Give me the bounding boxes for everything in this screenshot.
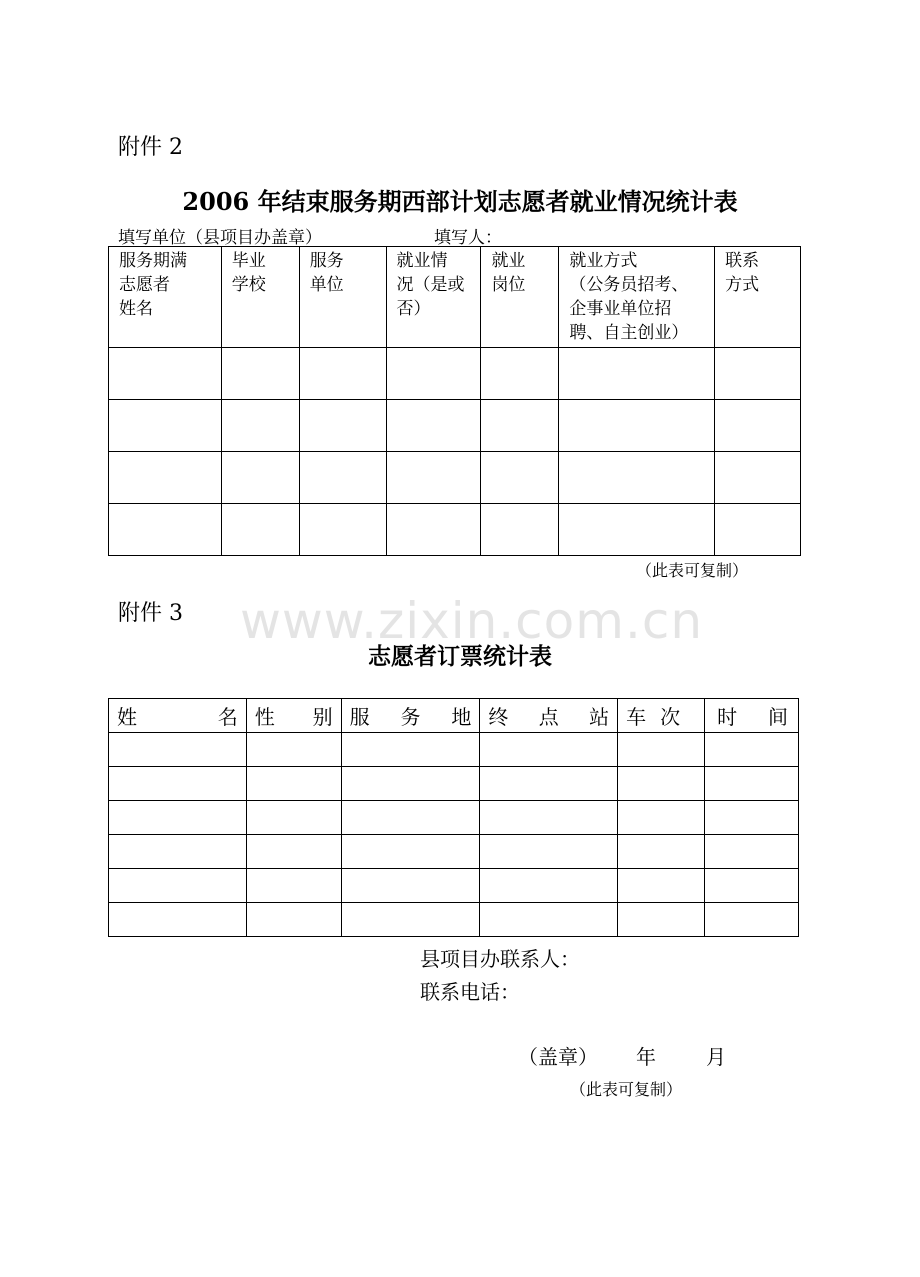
table-cell	[618, 835, 705, 869]
header-char: 点	[538, 705, 559, 729]
table-cell	[480, 733, 618, 767]
seal-label: （盖章）	[518, 1045, 598, 1069]
table-cell	[341, 869, 480, 903]
header-char: 性	[254, 705, 275, 729]
watermark: www.zixin.com.cn	[240, 592, 704, 650]
table-cell	[386, 504, 481, 556]
header-cell	[559, 247, 715, 348]
table-cell	[559, 400, 715, 452]
month-label: 月	[706, 1045, 726, 1069]
table-row	[109, 452, 801, 504]
header-line: 单位	[309, 275, 344, 295]
table-cell	[299, 504, 386, 556]
table-cell	[715, 452, 801, 504]
header-cell	[221, 247, 299, 348]
header-cell	[341, 699, 480, 733]
table-cell	[618, 733, 705, 767]
table-cell	[481, 504, 559, 556]
header-line: 联系	[725, 251, 760, 271]
table-cell	[481, 348, 559, 400]
attachment-3-label: 附件 3	[118, 601, 183, 626]
table-cell	[109, 801, 247, 835]
header-char: 务	[400, 705, 421, 729]
table-cell	[618, 801, 705, 835]
header-line: （公务员招考、	[569, 275, 689, 295]
table-cell	[715, 348, 801, 400]
table-cell	[705, 767, 799, 801]
table-cell	[480, 869, 618, 903]
contact-person-label: 县项目办联系人：	[420, 947, 580, 971]
header-cell	[386, 247, 481, 348]
header-cell	[480, 699, 618, 733]
table-cell	[559, 348, 715, 400]
contact-phone-label: 联系电话：	[420, 980, 520, 1004]
header-char: 车	[626, 705, 647, 729]
table-cell	[481, 400, 559, 452]
year-label: 年	[636, 1045, 656, 1069]
table-cell	[341, 801, 480, 835]
table-cell	[221, 400, 299, 452]
table-cell	[618, 869, 705, 903]
table-cell	[480, 767, 618, 801]
table-row	[109, 504, 801, 556]
header-line: 岗位	[491, 275, 526, 295]
ticket-table	[108, 698, 799, 937]
table-row	[109, 400, 801, 452]
table-cell	[618, 767, 705, 801]
header-cell	[109, 247, 222, 348]
table-header-row	[109, 247, 801, 348]
table-cell	[480, 801, 618, 835]
table-cell	[246, 869, 341, 903]
header-char: 姓	[117, 705, 137, 729]
table-cell	[221, 348, 299, 400]
header-line: 毕业	[231, 251, 266, 271]
header-char: 站	[589, 705, 610, 729]
table-cell	[559, 452, 715, 504]
table-cell	[109, 504, 222, 556]
header-char: 服	[349, 705, 370, 729]
header-cell	[246, 699, 341, 733]
header-char: 名	[217, 705, 238, 729]
table-cell	[480, 835, 618, 869]
header-line: 就业	[491, 251, 526, 271]
header-cell	[481, 247, 559, 348]
header-line: 况（是或	[396, 275, 465, 295]
copy-note-1: （此表可复制）	[636, 561, 749, 580]
header-char: 间	[768, 705, 788, 729]
header-line: 姓名	[119, 299, 153, 319]
header-cell	[618, 699, 705, 733]
table-cell	[705, 903, 799, 937]
table-row	[109, 767, 799, 801]
table-cell	[109, 400, 222, 452]
header-char: 次	[660, 705, 681, 729]
table-cell	[386, 348, 481, 400]
header-char: 时	[717, 705, 738, 729]
table-cell	[246, 767, 341, 801]
table-cell	[109, 767, 247, 801]
table-cell	[715, 504, 801, 556]
header-line: 服务期满	[119, 251, 187, 271]
table-cell	[246, 903, 341, 937]
fill-unit-label: 填写单位（县项目办盖章）	[118, 228, 322, 248]
table-cell	[386, 400, 481, 452]
table-row	[109, 835, 799, 869]
table-row	[109, 733, 799, 767]
header-cell	[705, 699, 799, 733]
header-cell	[109, 699, 247, 733]
header-line: 企事业单位招	[569, 299, 672, 319]
ticket-table-title: 志愿者订票统计表	[368, 643, 552, 670]
table-cell	[246, 835, 341, 869]
table-cell	[341, 767, 480, 801]
table-cell	[109, 733, 247, 767]
table-cell	[221, 452, 299, 504]
header-line: 聘、自主创业）	[569, 323, 689, 343]
header-char: 别	[312, 705, 333, 729]
header-char: 终	[488, 705, 509, 729]
header-line: 学校	[231, 275, 266, 295]
employment-table-title: 2006 年结束服务期西部计划志愿者就业情况统计表	[182, 187, 738, 216]
header-line: 就业方式	[569, 251, 638, 271]
table-cell	[109, 348, 222, 400]
table-cell	[705, 835, 799, 869]
table-row	[109, 348, 801, 400]
table-cell	[705, 801, 799, 835]
table-cell	[341, 835, 480, 869]
table-cell	[109, 869, 247, 903]
table-cell	[618, 903, 705, 937]
employment-table	[108, 246, 801, 556]
table-cell	[246, 801, 341, 835]
copy-note-2: （此表可复制）	[570, 1080, 683, 1099]
table-cell	[715, 400, 801, 452]
table-header-row	[109, 699, 799, 733]
header-cell	[715, 247, 801, 348]
table-cell	[341, 903, 480, 937]
table-cell	[481, 452, 559, 504]
table-cell	[109, 452, 222, 504]
attachment-2-label: 附件 2	[118, 135, 183, 160]
table-cell	[341, 733, 480, 767]
table-cell	[386, 452, 481, 504]
header-line: 志愿者	[119, 275, 170, 295]
table-row	[109, 903, 799, 937]
table-cell	[109, 903, 247, 937]
table-cell	[221, 504, 299, 556]
header-line: 就业情	[396, 251, 448, 271]
table-cell	[299, 348, 386, 400]
table-cell	[246, 733, 341, 767]
header-line: 方式	[725, 275, 760, 295]
table-cell	[559, 504, 715, 556]
table-cell	[480, 903, 618, 937]
header-line: 否）	[396, 299, 431, 319]
table-row	[109, 801, 799, 835]
table-cell	[299, 400, 386, 452]
table-cell	[705, 733, 799, 767]
header-char: 地	[451, 705, 472, 729]
fill-person-label: 填写人：	[434, 228, 502, 248]
header-line: 服务	[309, 251, 344, 271]
table-cell	[299, 452, 386, 504]
table-cell	[109, 835, 247, 869]
table-cell	[705, 869, 799, 903]
table-row	[109, 869, 799, 903]
header-cell	[299, 247, 386, 348]
